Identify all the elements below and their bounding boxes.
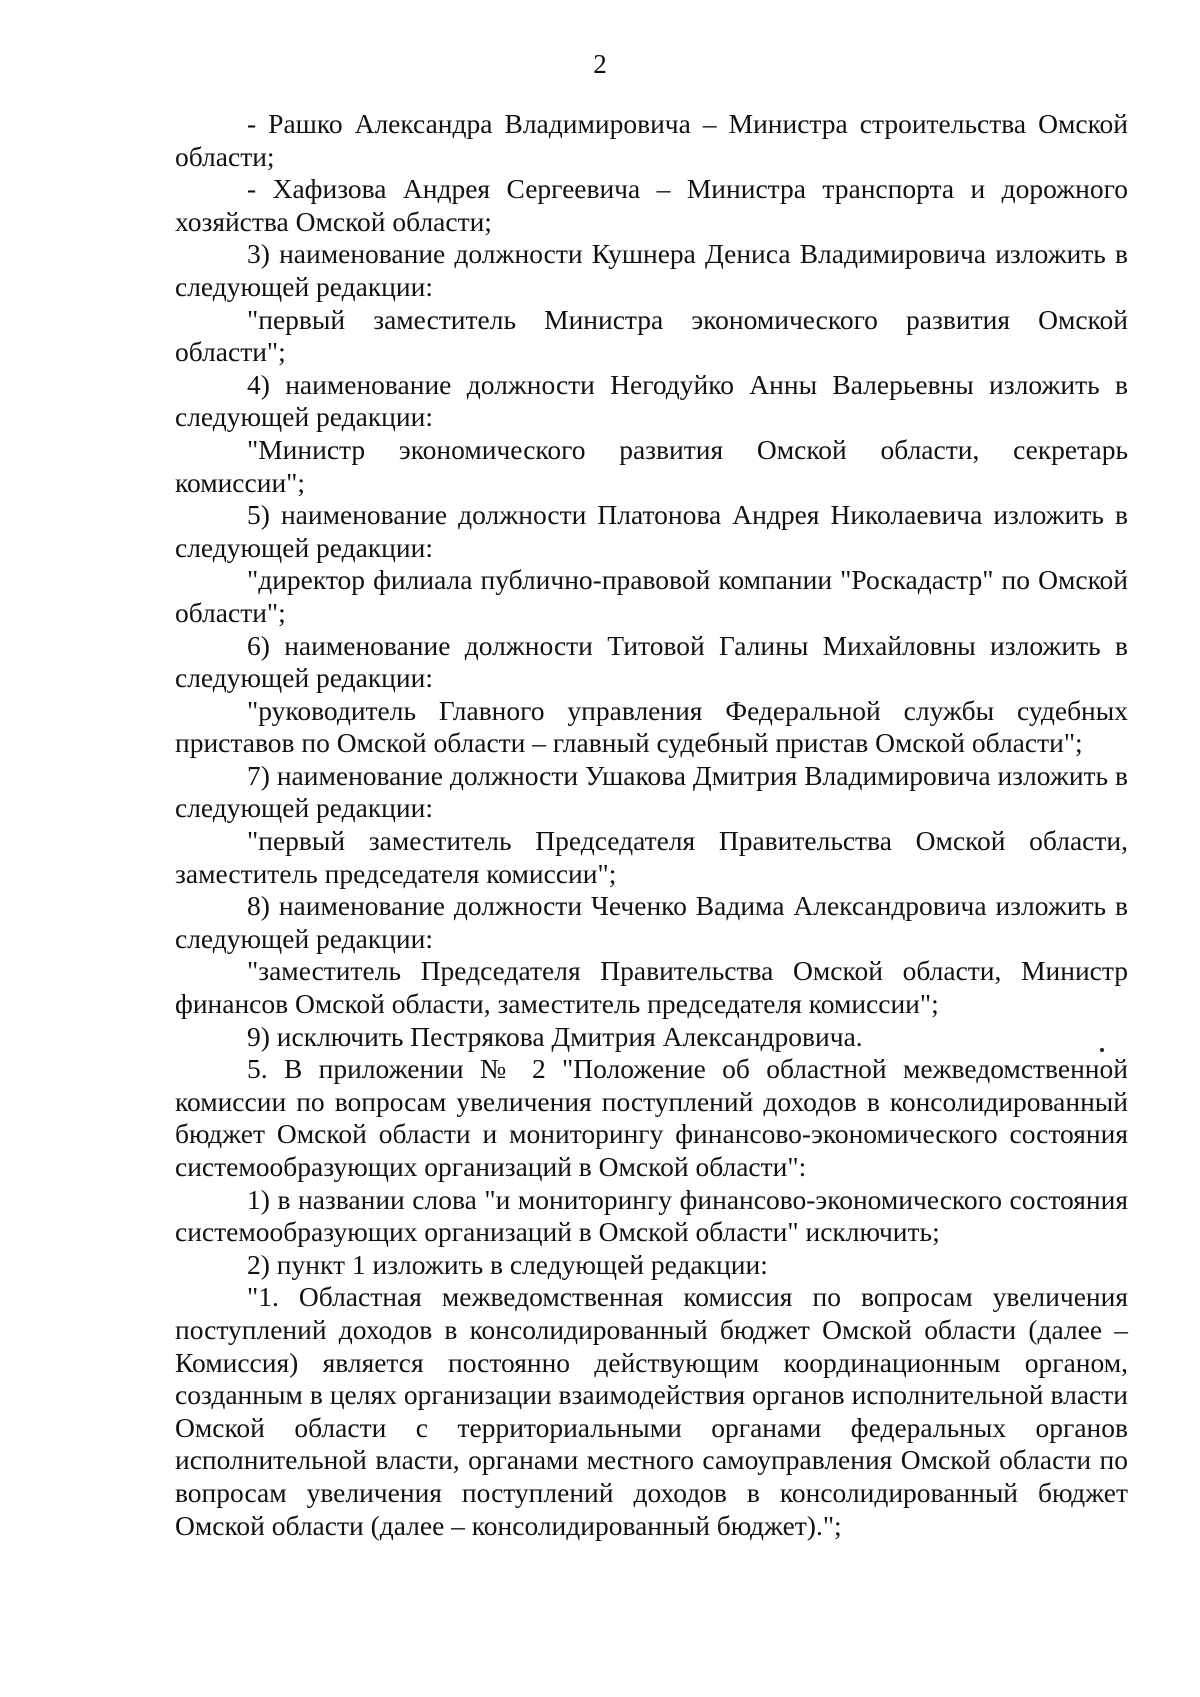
paragraph-17: 1) в названии слова "и мониторингу финансово-экономического состояния системообразующих организаций в Омской области" исключить; (175, 1183, 1128, 1248)
paragraph-2: - Хафизова Андрея Сергеевича – Министра транспорта и дорожного хозяйства Омской области; (175, 173, 1128, 237)
paragraph-11: 7) наименование должности Ушакова Дмитрия Владимировича изложить в следующей редакции: (175, 759, 1128, 824)
scan-speck (1100, 1048, 1104, 1052)
paragraph-19: "1. Областная межведомственная комиссия по вопросам увеличения поступлений доходов в консолидированный бюджет Омской области (далее – Комиссия) является постоянно действующим координационным органом, созданным в целях организации взаимодействия органов исполнительной власти Омской области с территориальными органами федеральных органов исполнительной власти, органами местного самоуправления Омской области по вопросам увеличения поступлений доходов в консолидированный бюджет Омской области (далее – консолидированный бюджет)."; (175, 1281, 1128, 1541)
paragraph-18: 2) пункт 1 изложить в следующей редакции: (247, 1248, 768, 1280)
paragraph-12: "первый заместитель Председателя Правительства Омской области, заместитель председателя комиссии"; (175, 825, 1128, 889)
page-number: 2 (593, 49, 607, 79)
paragraph-16: 5. В приложении № 2 "Положение об областной межведомственной комиссии по вопросам увеличения поступлений доходов в консолидированный бюджет Омской области и мониторингу финансово-экономического состояния системообразующих организаций в Омской области": (175, 1053, 1128, 1182)
paragraph-15: 9) исключить Пестрякова Дмитрия Александровича. (247, 1020, 863, 1052)
paragraph-9: 6) наименование должности Титовой Галины Михайловны изложить в следующей редакции: (175, 629, 1128, 694)
paragraph-3: 3) наименование должности Кушнера Дениса Владимировича изложить в следующей редакции: (175, 238, 1128, 302)
paragraph-10: "руководитель Главного управления Федеральной службы судебных приставов по Омской области – главный судебный пристав Омской области"; (175, 694, 1128, 759)
paragraph-5: 4) наименование должности Негодуйко Анны Валерьевны изложить в следующей редакции: (175, 368, 1128, 433)
paragraph-4: "первый заместитель Министра экономического развития Омской области"; (175, 303, 1128, 368)
paragraph-8: "директор филиала публично-правовой компании "Роскадастр" по Омской области"; (175, 564, 1128, 628)
paragraph-1: - Рашко Александра Владимировича – Министра строительства Омской области; (175, 108, 1128, 172)
paragraph-13: 8) наименование должности Чеченко Вадима Александровича изложить в следующей редакции: (175, 890, 1128, 954)
paragraph-6: "Министр экономического развития Омской области, секретарь комиссии"; (175, 433, 1128, 498)
paragraph-7: 5) наименование должности Платонова Андрея Николаевича изложить в следующей редакции: (175, 499, 1128, 563)
document-body (175, 108, 1128, 1542)
paragraph-14: "заместитель Председателя Правительства Омской области, Министр финансов Омской области, заместитель председателя комиссии"; (175, 955, 1128, 1020)
